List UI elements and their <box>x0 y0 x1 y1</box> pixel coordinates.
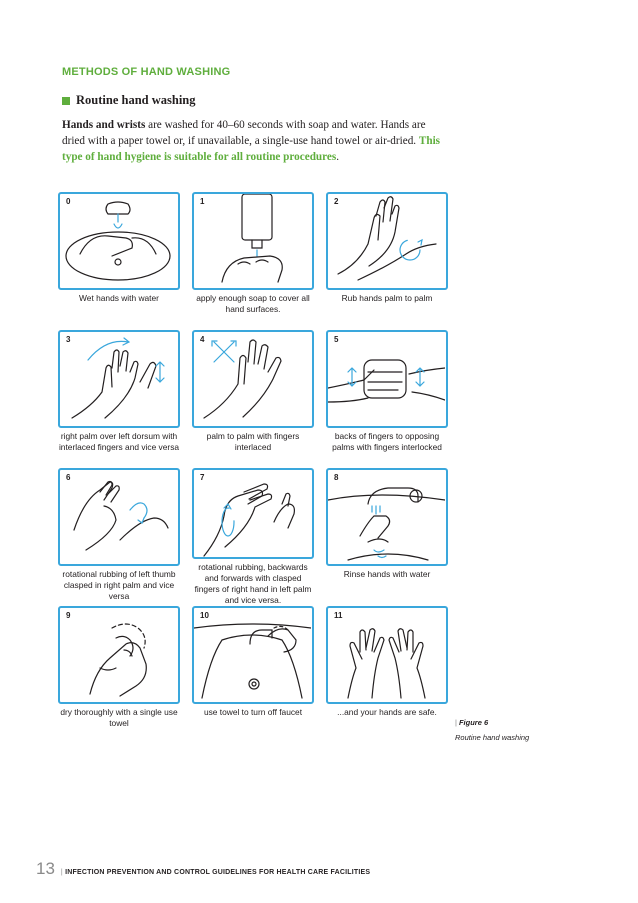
step-number: 7 <box>200 473 205 482</box>
figure-bar-icon: | <box>455 718 457 727</box>
step-caption: right palm over left dorsum with interlaced fingers and vice versa <box>58 431 180 452</box>
step-number: 9 <box>66 611 71 620</box>
step-caption: backs of fingers to opposing palms with fingers interlocked <box>332 431 442 452</box>
step-illustration <box>192 468 314 559</box>
step-illustration <box>58 606 180 704</box>
step-8 <box>326 468 448 606</box>
thumb-rubbing-icon <box>60 470 177 563</box>
step-2 <box>326 192 448 330</box>
palm-to-palm-icon <box>328 194 445 287</box>
step-5 <box>326 330 448 468</box>
step-illustration <box>58 192 180 290</box>
subhead <box>62 93 196 108</box>
backs-of-fingers-icon <box>328 332 445 425</box>
step-11 <box>326 606 448 744</box>
figure-description: Routine hand washing <box>455 733 530 742</box>
paragraph-end: . <box>336 151 340 163</box>
interlaced-dorsum-icon <box>60 332 177 425</box>
section-title: METHODS OF HAND WASHING <box>62 66 231 78</box>
step-10 <box>192 606 314 744</box>
step-0 <box>58 192 180 330</box>
step-caption: rotational rubbing, backwards and forwards with clasped fingers of right hand in left palm and vice versa. <box>194 562 312 605</box>
fingertips-rubbing-icon <box>194 470 311 559</box>
handwashing-steps-grid <box>58 192 448 744</box>
step-illustration <box>326 468 448 566</box>
step-caption: palm to palm with fingers interlaced <box>206 431 300 452</box>
paragraph-lead: Hands and wrists <box>62 119 146 131</box>
towel-faucet-icon <box>194 608 311 701</box>
intro-paragraph <box>62 117 450 165</box>
figure-label <box>455 718 488 727</box>
step-number: 3 <box>66 335 71 344</box>
figure-label-text: Figure 6 <box>458 718 489 727</box>
footer-title-text: INFECTION PREVENTION AND CONTROL GUIDELINES FOR HEALTH CARE FACILITIES <box>65 869 371 876</box>
step-illustration <box>58 468 180 566</box>
step-1 <box>192 192 314 330</box>
step-caption: dry thoroughly with a single use towel <box>60 707 178 728</box>
step-number: 0 <box>66 197 71 206</box>
step-caption: rotational rubbing of left thumb clasped in right palm and vice versa <box>62 569 176 601</box>
page-footer <box>36 859 370 879</box>
step-7 <box>192 468 314 606</box>
step-number: 11 <box>334 611 343 620</box>
wet-hands-icon <box>60 194 177 287</box>
dry-towel-icon <box>60 608 177 701</box>
footer-separator-icon: | <box>60 869 66 876</box>
square-bullet-icon <box>62 97 70 105</box>
step-number: 4 <box>200 335 205 344</box>
step-number: 1 <box>200 197 205 206</box>
step-illustration <box>192 192 314 290</box>
step-number: 10 <box>200 611 209 620</box>
step-illustration <box>326 192 448 290</box>
step-illustration <box>58 330 180 428</box>
step-9 <box>58 606 180 744</box>
fingers-interlaced-icon <box>194 332 311 425</box>
paragraph-highlight: This type of hand hygiene is suitable for all routine procedures <box>62 135 441 163</box>
paragraph-body: are washed for 40–60 seconds with soap and water. Hands are dried with a paper towel or, if unavailable, a single-use hand towel or air-dried. <box>62 119 426 147</box>
step-3 <box>58 330 180 468</box>
step-illustration <box>192 330 314 428</box>
soap-dispenser-icon <box>194 194 311 287</box>
rinse-faucet-icon <box>328 470 445 563</box>
step-illustration <box>326 606 448 704</box>
step-caption: use towel to turn off faucet <box>203 707 303 717</box>
step-caption: ...and your hands are safe. <box>337 707 437 717</box>
step-number: 5 <box>334 335 339 344</box>
step-caption: Rinse hands with water <box>343 569 431 579</box>
step-number: 8 <box>334 473 339 482</box>
clean-hands-icon <box>328 608 445 701</box>
step-number: 2 <box>334 197 339 206</box>
subhead-text: Routine hand washing <box>76 93 196 107</box>
step-caption: Wet hands with water <box>79 293 159 303</box>
step-illustration <box>326 330 448 428</box>
step-4 <box>192 330 314 468</box>
step-caption: apply enough soap to cover all hand surfaces. <box>196 293 310 314</box>
footer-title <box>61 869 370 876</box>
step-illustration <box>192 606 314 704</box>
step-number: 6 <box>66 473 71 482</box>
step-6 <box>58 468 180 606</box>
step-caption: Rub hands palm to palm <box>341 293 433 303</box>
page-number: 13 <box>36 859 55 878</box>
